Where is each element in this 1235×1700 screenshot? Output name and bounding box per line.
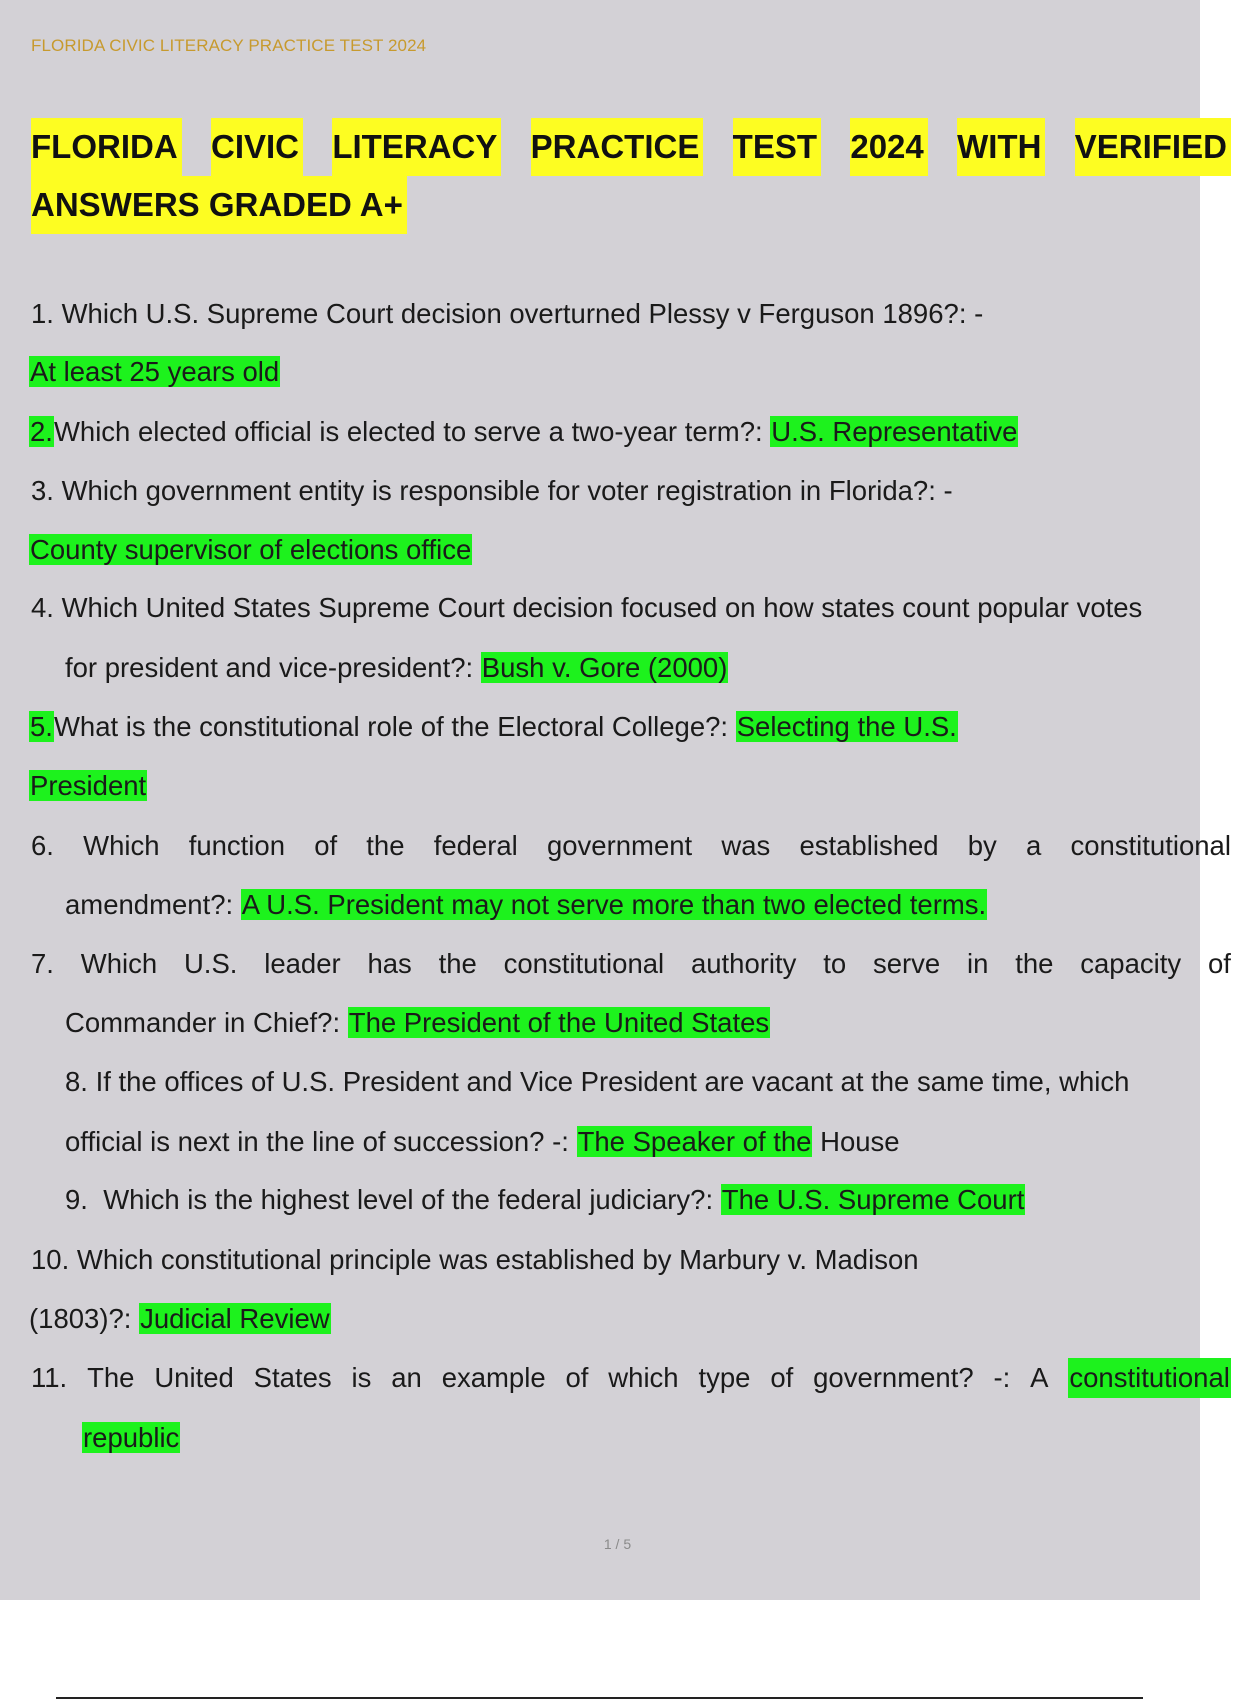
- running-header: FLORIDA CIVIC LITERACY PRACTICE TEST 2024: [31, 36, 427, 55]
- question-text: official is next in the line of succession? -:: [65, 1126, 569, 1157]
- question-word: of: [565, 1362, 589, 1393]
- question-number: 1.: [31, 298, 54, 329]
- answer-3: [29, 530, 472, 570]
- question-word: government: [546, 830, 693, 861]
- question-text: Which elected official is elected to serve a two-year term?:: [53, 416, 763, 447]
- question-6-continued: [65, 885, 987, 925]
- answer-highlight: Judicial Review: [140, 1303, 330, 1334]
- title-word: LITERACY: [332, 118, 501, 176]
- title-line-2: ANSWERS GRADED A+: [31, 176, 407, 234]
- question-number: 6.: [31, 830, 54, 861]
- question-word: the: [366, 830, 405, 861]
- question-text: (1803)?:: [29, 1303, 132, 1334]
- title-word: VERIFIED: [1075, 118, 1231, 176]
- question-word: is: [351, 1362, 372, 1393]
- question-text: What is the constitutional role of the Electoral College?:: [53, 711, 729, 742]
- question-text: Which United States Supreme Court decision focused on how states count popular votes: [61, 592, 1143, 623]
- question-text: for president and vice-president?:: [65, 652, 474, 683]
- question-word: government?: [813, 1362, 974, 1393]
- document-title: [31, 118, 1227, 234]
- answer-highlight: A U.S. President may not serve more than two elected terms.: [241, 889, 987, 920]
- question-word: authority: [690, 948, 797, 979]
- title-word: TEST: [733, 118, 821, 176]
- question-word: federal: [433, 830, 518, 861]
- question-word: Which: [80, 948, 158, 979]
- title-word: PRACTICE: [531, 118, 704, 176]
- question-word: leader: [264, 948, 341, 979]
- question-word: -:: [993, 1362, 1011, 1393]
- page-indicator: 1 / 5: [603, 1536, 632, 1552]
- question-word: was: [721, 830, 771, 861]
- question-1: [31, 294, 983, 334]
- answer-5-continued: [29, 766, 147, 806]
- question-word: type: [698, 1362, 751, 1393]
- question-number: 9.: [65, 1184, 88, 1215]
- title-word: FLORIDA: [31, 118, 182, 176]
- question-word: has: [367, 948, 412, 979]
- question-5: [29, 707, 958, 747]
- footer-divider: [56, 1697, 1143, 1699]
- answer-1: [29, 352, 280, 392]
- question-7-continued: [65, 1003, 770, 1043]
- question-text: Commander in Chief?:: [65, 1007, 341, 1038]
- answer-11-continued: [82, 1418, 180, 1458]
- question-number: 7.: [31, 948, 54, 979]
- question-word: the: [1015, 948, 1054, 979]
- answer-highlight: Selecting the U.S.: [736, 711, 957, 742]
- question-word: serve: [872, 948, 941, 979]
- question-text: Which U.S. Supreme Court decision overturned Plessy v Ferguson 1896?: -: [61, 298, 984, 329]
- question-number: 10.: [31, 1244, 70, 1275]
- title-word: 2024: [850, 118, 927, 176]
- answer-highlight: The U.S. Supreme Court: [721, 1184, 1025, 1215]
- question-6: [31, 826, 1231, 866]
- answer-highlight: President: [30, 770, 147, 801]
- question-text: Which is the highest level of the federal judiciary?:: [103, 1184, 714, 1215]
- answer-highlight: U.S. Representative: [771, 416, 1018, 447]
- question-word: to: [823, 948, 847, 979]
- question-word: function: [188, 830, 286, 861]
- question-word: the: [438, 948, 477, 979]
- question-10: [31, 1240, 919, 1280]
- question-word: States: [253, 1362, 332, 1393]
- question-word: of: [1207, 948, 1231, 979]
- answer-highlight: At least 25 years old: [30, 356, 280, 387]
- question-word: by: [967, 830, 997, 861]
- question-word: of: [314, 830, 338, 861]
- question-4-continued: [65, 648, 728, 688]
- question-3: [31, 471, 953, 511]
- question-word: constitutional: [1070, 830, 1231, 861]
- question-word: A: [1030, 1362, 1049, 1393]
- question-text: Which constitutional principle was established by Marbury v. Madison: [76, 1244, 919, 1275]
- title-word: WITH: [957, 118, 1045, 176]
- title-line-1: [31, 118, 1231, 176]
- question-8: [65, 1062, 1129, 1102]
- answer-highlight: The President of the United States: [348, 1007, 770, 1038]
- question-word: a: [1025, 830, 1042, 861]
- question-word: in: [967, 948, 989, 979]
- question-word: constitutional: [503, 948, 665, 979]
- question-2: [29, 412, 1018, 452]
- answer-highlight: republic: [83, 1422, 180, 1453]
- answer-highlight: constitutional: [1068, 1358, 1231, 1398]
- question-number: 5.: [30, 711, 53, 742]
- question-number: 11.: [31, 1362, 68, 1393]
- question-text: Which government entity is responsible for voter registration in Florida?: -: [61, 475, 953, 506]
- question-word: established: [799, 830, 939, 861]
- question-word: example: [441, 1362, 546, 1393]
- question-4: [31, 588, 1142, 628]
- answer-highlight: The Speaker of the: [577, 1126, 812, 1157]
- question-word: of: [770, 1362, 794, 1393]
- question-text: amendment?:: [65, 889, 234, 920]
- question-word: which: [608, 1362, 679, 1393]
- answer-tail: House: [820, 1126, 900, 1157]
- question-number: 2.: [30, 416, 53, 447]
- question-word: an: [391, 1362, 422, 1393]
- question-number: 4.: [31, 592, 54, 623]
- question-11: [31, 1358, 1231, 1398]
- question-8-continued: [65, 1122, 900, 1162]
- question-word: The: [87, 1362, 135, 1393]
- answer-highlight: Bush v. Gore (2000): [481, 652, 728, 683]
- question-word: U.S.: [183, 948, 238, 979]
- title-word: CIVIC: [211, 118, 303, 176]
- question-7: [31, 944, 1231, 984]
- answer-highlight: County supervisor of elections office: [30, 534, 472, 565]
- question-text: If the offices of U.S. President and Vice President are vacant at the same time, which: [95, 1066, 1130, 1097]
- question-10-continued: [29, 1299, 331, 1339]
- question-word: capacity: [1080, 948, 1182, 979]
- question-9: [65, 1180, 1025, 1220]
- question-word: Which: [83, 830, 160, 861]
- question-word: United: [154, 1362, 234, 1393]
- question-number: 8.: [65, 1066, 88, 1097]
- question-number: 3.: [31, 475, 54, 506]
